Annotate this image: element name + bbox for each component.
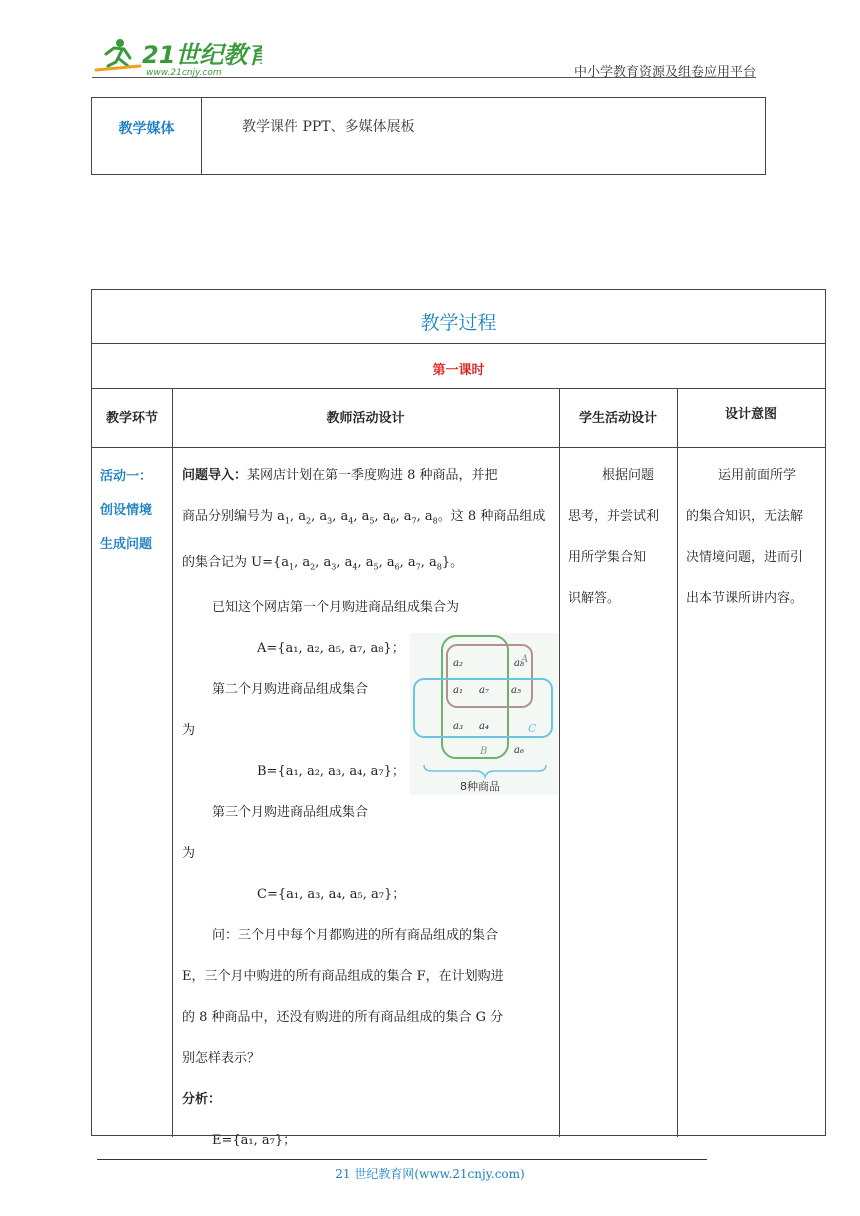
intent-line: 决情境问题，进而引 [686,550,804,565]
process-table [91,289,826,1149]
question-line: E，三个月中购进的所有商品组成的集合 F，在计划购进 [182,969,504,985]
divider [92,388,825,389]
media-label: 教学媒体 [92,98,202,174]
intro-text: 这 8 种商品组成 [450,509,546,524]
header-divider [92,77,756,78]
column-header-intent: 设计意图 [724,407,777,422]
venn-element: a₇ [479,685,489,696]
question-line: 别怎样表示？ [182,1051,261,1067]
column-divider [172,388,173,1137]
set-c: C={a₁, a₃, a₄, a₅, a₇}； [257,887,406,903]
set-b: B={a₁, a₂, a₃, a₄, a₇}； [257,764,405,780]
student-line: 用所学集合知 [568,550,647,565]
intent-line: 运用前面所学 [718,468,797,483]
stage-line: 生成问题 [100,537,153,552]
set-a: A={a₁, a₂, a₅, a₇, a₈}； [257,641,405,657]
column-divider [559,388,560,1137]
footer-text: 21 世纪教育网(www.21cnjy.com) [335,1167,525,1181]
stage-line: 活动一： [100,469,153,484]
intent-line: 的集合知识，无法解 [686,509,804,524]
set-e: E={a₁, a₇}； [212,1133,297,1149]
divider [92,447,825,448]
venn-element: a₆ [514,745,524,756]
column-divider [677,388,678,1137]
wei-line: 为 [182,846,196,862]
column-header-student: 学生活动设计 [578,411,657,426]
venn-diagram [410,633,558,795]
intro-text: 某网店计划在第一季度购进 8 种商品，并把 [247,468,498,483]
question-line: 的 8 种商品中，还没有购进的所有商品组成的集合 G 分 [182,1010,504,1026]
logo-title: 21世纪教育 [142,41,262,69]
stage-label [100,460,152,562]
media-table [91,97,766,175]
venn-caption: 8种商品 [460,780,500,793]
column-header-stage: 教学环节 [105,411,158,426]
month1-line: 已知这个网店第一个月购进商品组成集合为 [212,600,460,616]
venn-label-b: B [480,746,488,757]
intro-text: 的集合记为 [182,554,248,570]
venn-label-c: C [528,722,537,735]
question-line: 问：三个月中每个月都购进的所有商品组成的集合 [212,928,499,944]
intro-label: 问题导入： [182,468,248,483]
venn-element: a₂ [453,658,463,669]
site-logo [92,36,262,78]
logo-url: www.21cnjy.com [146,68,222,78]
footer-divider [97,1159,707,1160]
venn-label-a: A [521,654,529,665]
intro-line [182,455,554,496]
month2-line: 第二个月购进商品组成集合 [212,682,369,698]
venn-element: a₁ [453,685,463,696]
divider [92,343,825,344]
intro-line: 商品分别编号为 $a_1$, $a_2$, $a_3$, $a_4$, $a_5$, $a_6$, $a_7$, $a_8$。这 8 种商品组成 [182,509,546,526]
student-activity [568,455,676,619]
column-header-teacher: 教师活动设计 [326,411,405,426]
month3-line: 第三个月购进商品组成集合 [212,805,369,821]
design-intent [686,455,824,619]
header-platform-text: 中小学教育资源及组卷应用平台 [573,65,756,80]
teacher-activity [182,455,554,1161]
student-line: 思考，并尝试利 [568,509,660,524]
intro-text: 商品分别编号为 [182,509,274,524]
lesson-label: 第一课时 [432,363,485,378]
wei-line: 为 [182,723,196,739]
intro-line: 的集合记为 $U=\{a_1$, $a_2$, $a_3$, $a_4$, $a_5$, $a_6$, $a_7$, $a_8$}。 [182,554,464,572]
venn-element: a₃ [453,721,463,732]
student-line: 识解答。 [568,591,621,606]
intent-line: 出本节课所讲内容。 [686,591,804,606]
analysis-label: 分析： [182,1092,222,1108]
venn-element: a₅ [511,685,521,696]
venn-element: a₈ [514,658,524,669]
table-bottom-border [91,1135,826,1136]
media-value: 教学课件 PPT、多媒体展板 [242,119,415,135]
student-line: 根据问题 [602,468,655,483]
stage-line: 创设情境 [100,503,153,518]
venn-element: a₄ [479,721,489,732]
process-title: 教学过程 [420,312,497,334]
